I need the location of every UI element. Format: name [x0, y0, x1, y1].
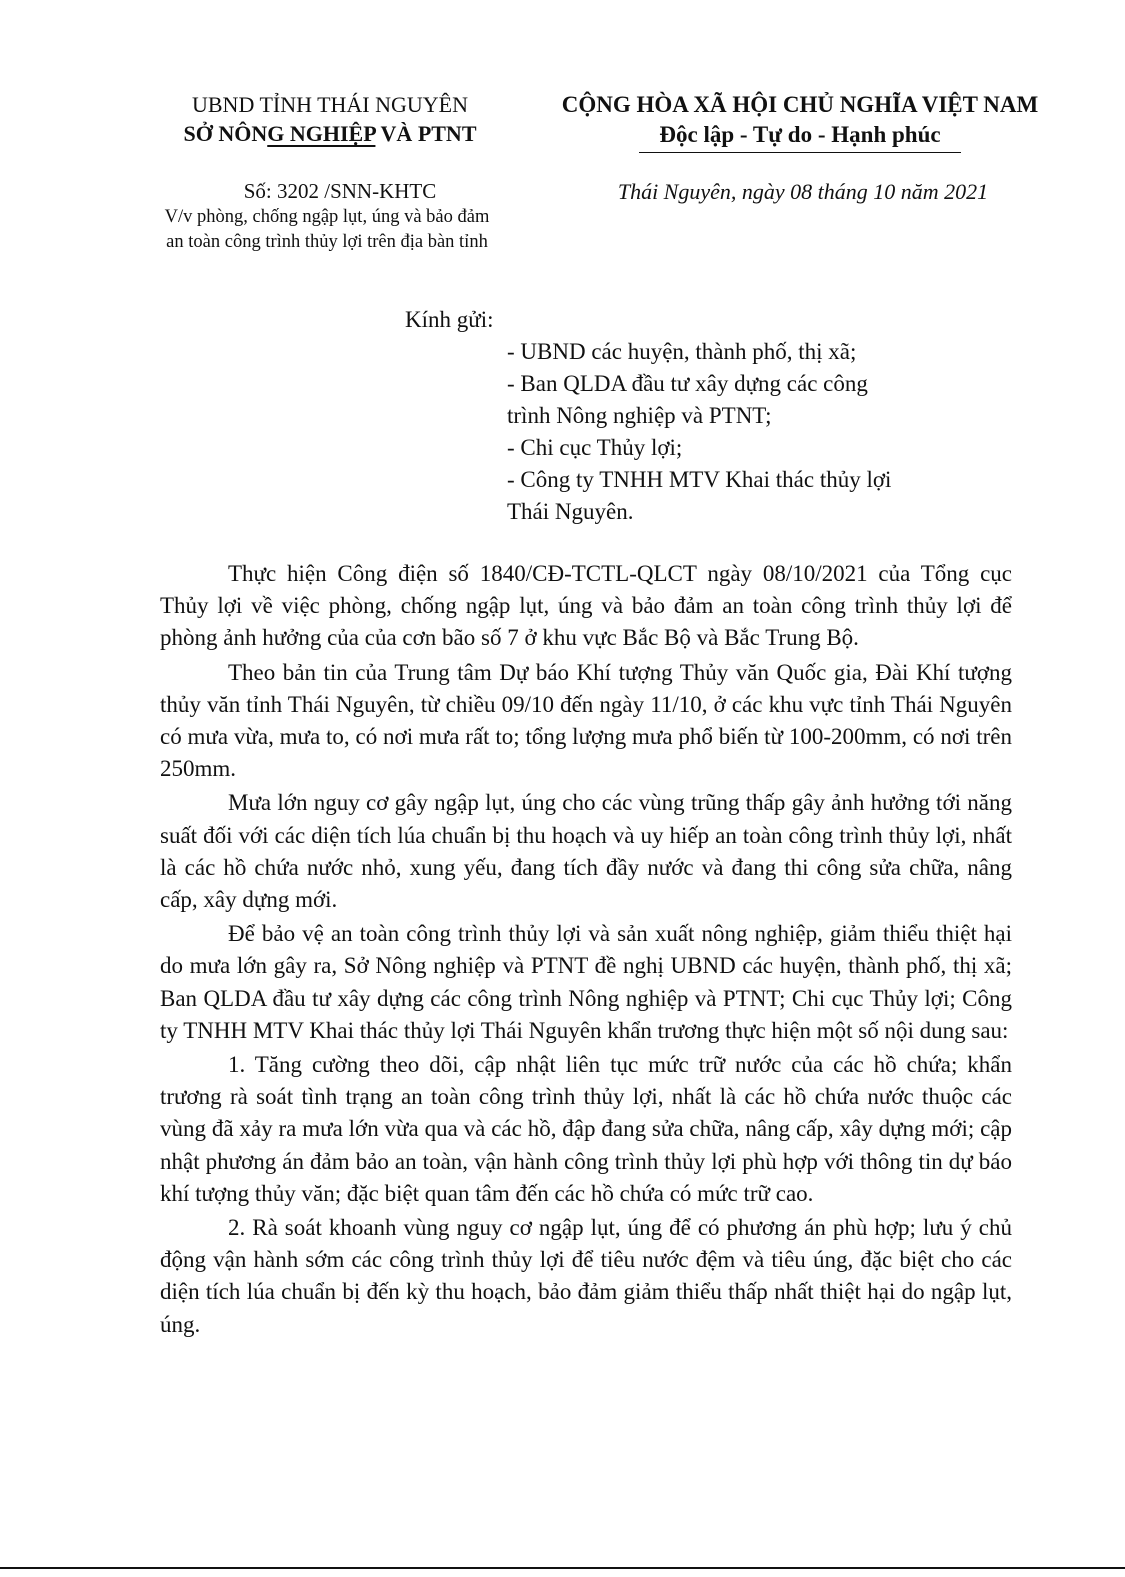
document-body: [160, 558, 1012, 1343]
body-paragraph: Theo bản tin của Trung tâm Dự báo Khí tượng Thủy văn Quốc gia, Đài Khí tượng thủy văn tỉnh Thái Nguyên, từ chiều 09/10 đến ngày 11/10, ở các khu vực tỉnh Thái Nguyên có mưa vừa, mưa to, có nơi mưa rất to; tổng lượng mưa phổ biến từ 100-200mm, có nơi trên 250mm.: [160, 659, 1012, 782]
department-name: [130, 119, 530, 148]
provincial-committee-name: UBND TỈNH THÁI NGUYÊN: [192, 92, 468, 117]
department-name-prefix: SỞ NÔN: [183, 121, 268, 146]
recipient-line: - Chi cục Thủy lợi;: [507, 435, 683, 460]
recipients-label: Kính gửi:: [405, 307, 494, 332]
recipients-list: [507, 336, 987, 528]
department-name-underlined: G NGHIỆP: [267, 121, 376, 146]
body-paragraph: Thực hiện Công điện số 1840/CĐ-TCTL-QLCT ngày 08/10/2021 của Tổng cục Thủy lợi về việc phòng, chống ngập lụt, úng và bảo đảm an toàn công trình thủy lợi để phòng ảnh hưởng của của cơn bão số 7 ở khu vực Bắc Bộ và Bắc Trung Bộ.: [160, 561, 1012, 651]
national-motto: Độc lập - Tự do - Hạnh phúc: [659, 122, 941, 147]
body-paragraph: 2. Rà soát khoanh vùng nguy cơ ngập lụt, úng để có phương án phù hợp; lưu ý chủ động vận hành sớm các công trình thủy lợi để tiêu nước đệm và tiêu úng, đặc biệt cho các diện tích lúa chuẩn bị đến kỳ thu hoạch, bảo đảm giảm thiểu thấp nhất thiệt hại do ngập lụt, úng.: [160, 1215, 1012, 1337]
recipient-line: - UBND các huyện, thành phố, thị xã;: [507, 339, 857, 364]
document-subject: [122, 205, 532, 255]
national-title: CỘNG HÒA XÃ HỘI CHỦ NGHĨA VIỆT NAM: [561, 92, 1039, 117]
document-number: Số: 3202 /SNN-KHTC: [243, 179, 437, 203]
issuing-agency-block: [130, 90, 530, 148]
recipient-line: trình Nông nghiệp và PTNT;: [507, 403, 772, 428]
department-name-suffix: VÀ PTNT: [375, 121, 477, 146]
recipient-line: - Ban QLDA đầu tư xây dựng các công: [507, 371, 868, 396]
body-paragraph: Để bảo vệ an toàn công trình thủy lợi và sản xuất nông nghiệp, giảm thiểu thiệt hại do mưa lớn gây ra, Sở Nông nghiệp và PTNT đề nghị UBND các huyện, thành phố, thị xã; Ban QLDA đầu tư xây dựng các công trình Nông nghiệp và PTNT; Chi cục Thủy lợi; Công ty TNHH MTV Khai thác thủy lợi Thái Nguyên khẩn trương thực hiện một số nội dung sau:: [160, 921, 1012, 1043]
body-paragraph: Mưa lớn nguy cơ gây ngập lụt, úng cho các vùng trũng thấp gây ảnh hưởng tới năng suất đối với các diện tích lúa chuẩn bị thu hoạch và uy hiếp an toàn công trình thủy lợi, nhất là các hồ chứa nước nhỏ, xung yếu, đang tích đầy nước và đang thi công sửa chữa, nâng cấp, xây dựng mới.: [160, 790, 1012, 913]
body-paragraph: 1. Tăng cường theo dõi, cập nhật liên tục mức trữ nước của các hồ chứa; khẩn trương rà soát tình trạng an toàn công trình thủy lợi, nhất là các hồ chứa nước thuộc các vùng đã xảy ra mưa lớn vừa qua và các hồ, đập đang sửa chữa, nâng cấp, xây dựng mới; cập nhật phương án đảm bảo an toàn, vận hành công trình thủy lợi phù hợp với thông tin dự báo khí tượng thủy văn; đặc biệt quan tâm đến các hồ chứa có mức trữ cao.: [160, 1052, 1012, 1206]
document-date: Thái Nguyên, ngày 08 tháng 10 năm 2021: [617, 179, 989, 204]
recipient-line: - Công ty TNHH MTV Khai thác thủy lợi: [507, 467, 892, 492]
subject-line: an toàn công trình thủy lợi trên địa bàn tỉnh: [166, 232, 488, 252]
subject-line: V/v phòng, chống ngập lụt, úng và bảo đảm: [164, 207, 490, 227]
recipient-line: Thái Nguyên.: [507, 499, 634, 524]
motto-underline: [639, 152, 961, 153]
national-title-block: [520, 90, 1080, 153]
page-bottom-rule: [0, 1567, 1125, 1569]
